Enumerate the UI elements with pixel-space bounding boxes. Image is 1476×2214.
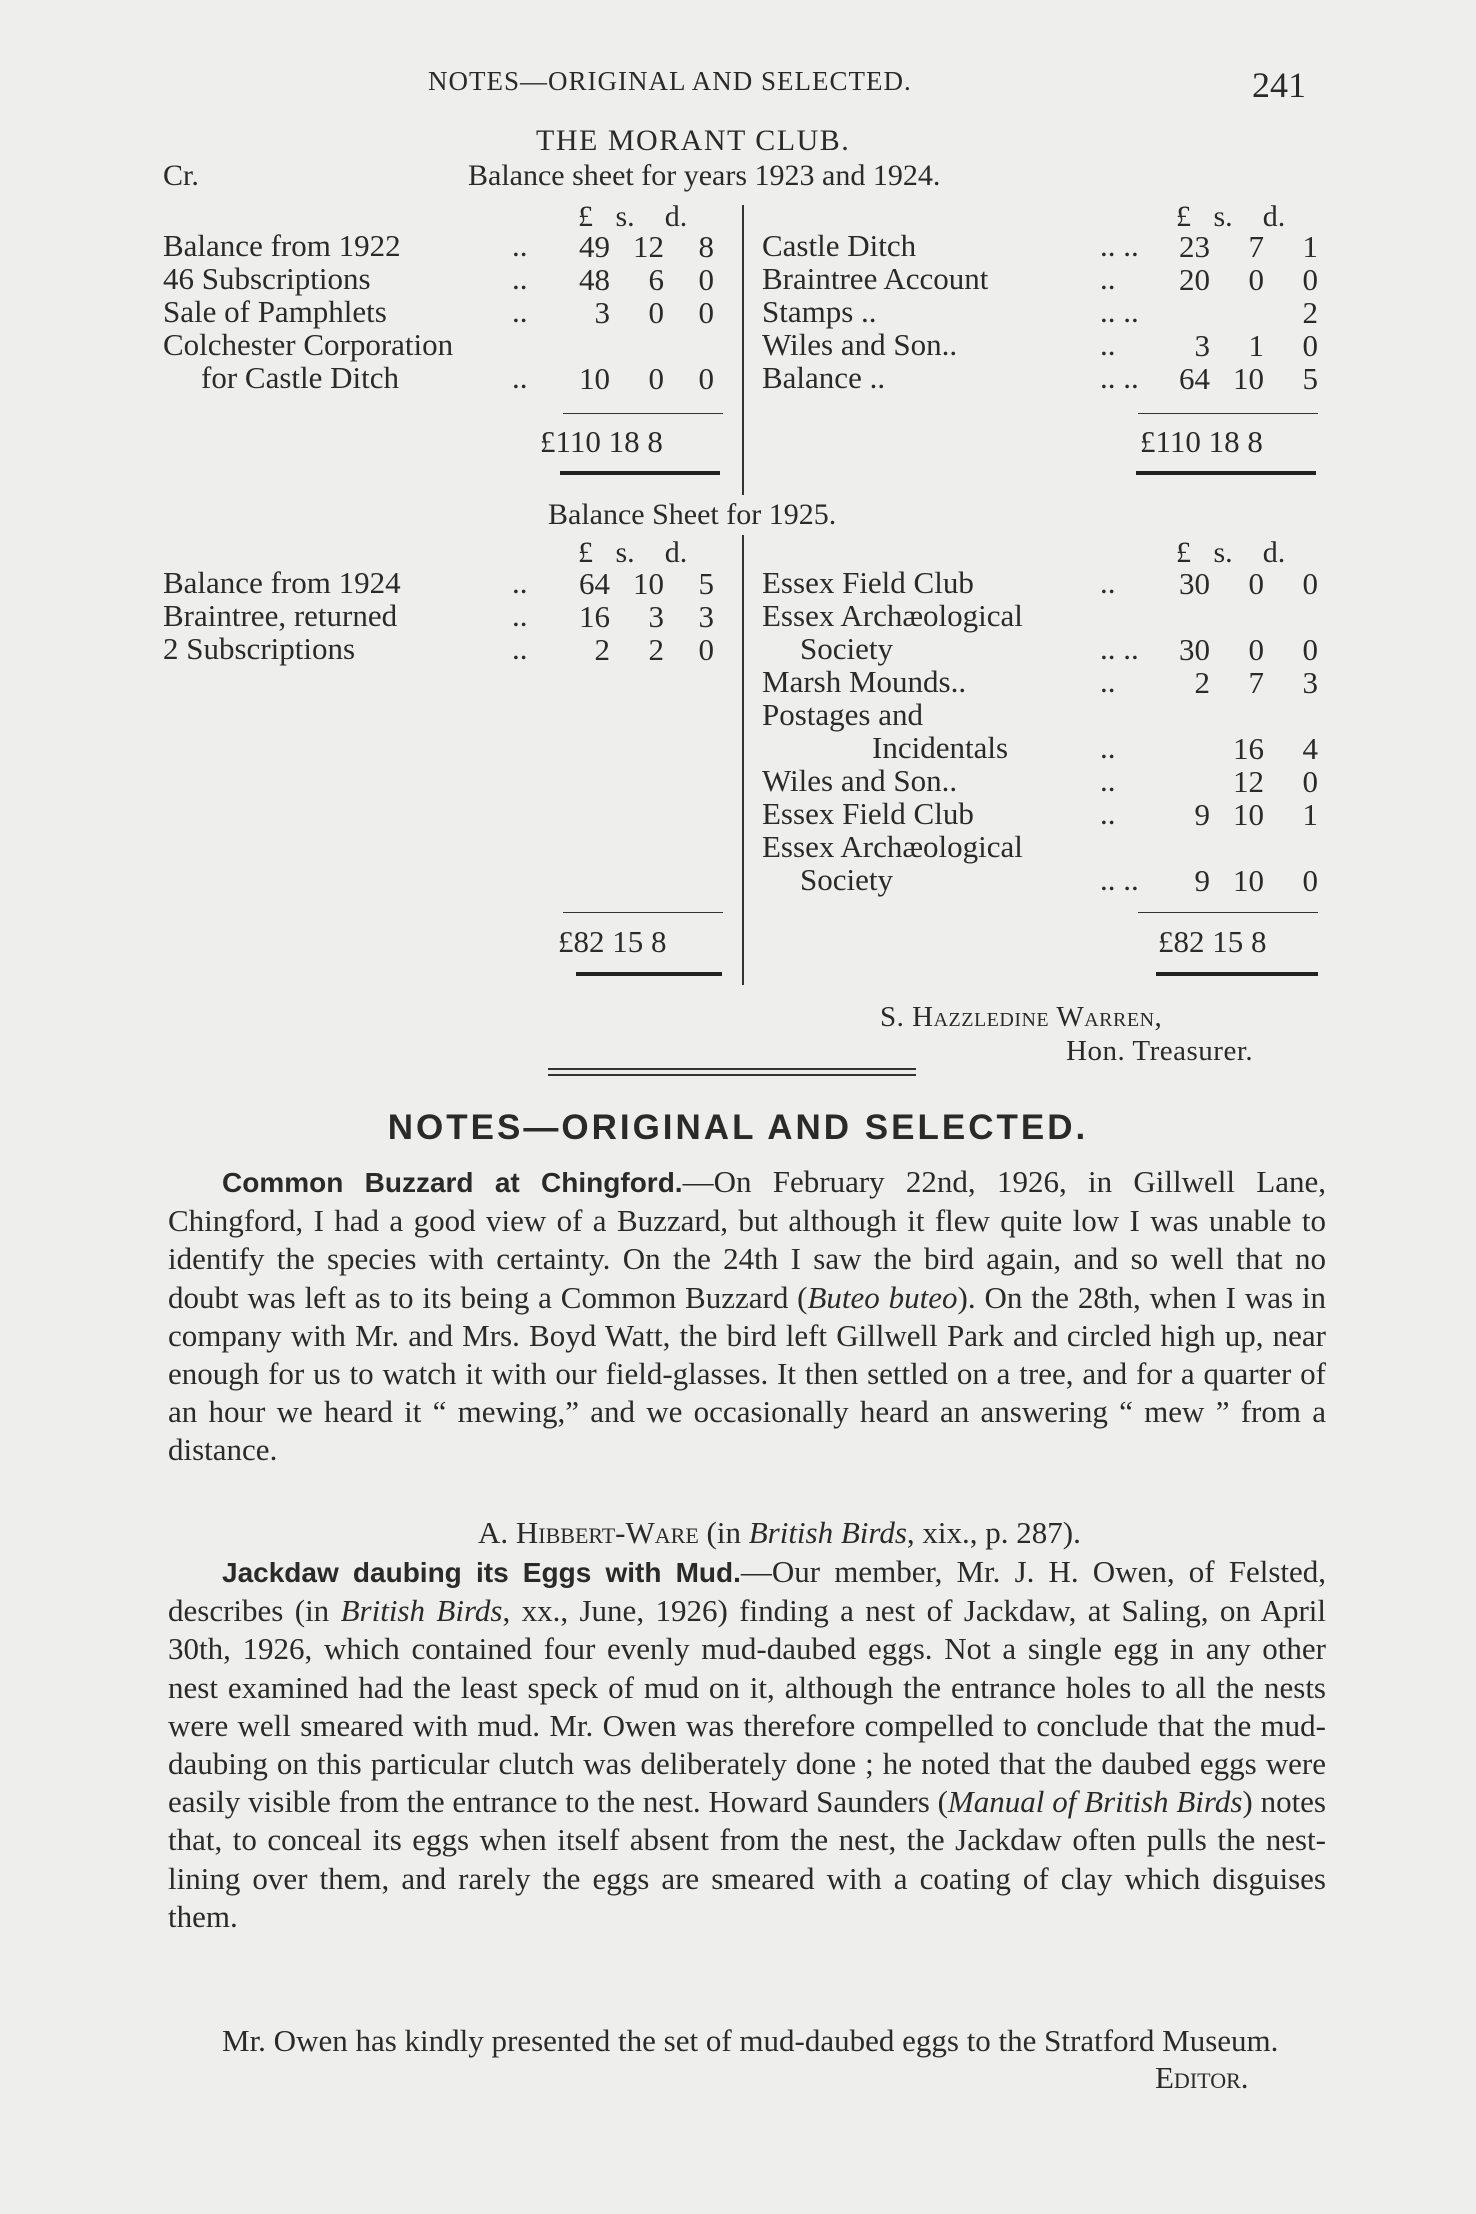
shillings-head: s. <box>615 536 635 569</box>
leader-dots: .. .. <box>1100 294 1139 329</box>
shillings-value: 12 <box>633 229 664 264</box>
pence-head: d. <box>664 200 688 233</box>
account-label: Marsh Mounds.. <box>762 664 967 699</box>
account-label: Colchester Corporation <box>163 327 454 362</box>
pence-value: 3 <box>698 599 714 634</box>
leader-dots: .. <box>512 631 528 666</box>
note-jackdaw-presentation <box>168 2022 1326 2060</box>
separator-rule <box>548 1068 916 1070</box>
note-jackdaw <box>168 1553 1326 1936</box>
leader-dots: .. <box>512 360 528 395</box>
shillings-head: s. <box>615 200 635 233</box>
leader-dots: .. <box>512 598 528 633</box>
account-label: Balance from 1922 <box>163 228 401 263</box>
pence-value: 0 <box>1302 566 1318 601</box>
pounds-value: 3 <box>594 295 610 330</box>
total-rule-right <box>1138 413 1318 414</box>
shillings-value: 6 <box>648 262 664 297</box>
leader-dots: .. <box>1100 763 1116 798</box>
leader-dots: .. <box>512 261 528 296</box>
leader-dots: .. <box>1100 565 1116 600</box>
note-text: —On February 22nd, 1926, in Gillwell Lane, Chingford, I had a good view of a Buzzard, but although it flew quite low I was unable to identify the species with certainty. On the 24th I saw the bird again, and so well that no doubt was left as to its being a Common Buzzard ( <box>168 1164 1326 1315</box>
account-label: Wiles and Son.. <box>762 327 958 362</box>
total-left-1925: £82 15 8 <box>558 924 667 959</box>
total-double-rule-right-1925 <box>1156 972 1318 976</box>
lsd-header-left-1925 <box>578 536 687 570</box>
pound-sign: £ <box>1176 536 1191 569</box>
total-rule-left <box>563 413 723 414</box>
lsd-header-right-1925 <box>1176 536 1285 570</box>
account-label: Essex Field Club <box>762 796 974 831</box>
shillings-value: 7 <box>1248 229 1264 264</box>
pence-value: 5 <box>1302 361 1318 396</box>
pounds-value: 48 <box>579 262 610 297</box>
shillings-value: 2 <box>648 632 664 667</box>
account-label: Postages and <box>762 697 924 732</box>
leader-dots: .. .. <box>1100 631 1139 666</box>
total-rule-right-1925 <box>1138 912 1318 913</box>
page-number: 241 <box>1252 65 1306 105</box>
account-label: Society <box>800 862 893 897</box>
leader-dots: .. .. <box>1100 228 1139 263</box>
shillings-value: 0 <box>1248 566 1264 601</box>
pence-value: 0 <box>1302 328 1318 363</box>
sheet-subtitle-1925: Balance Sheet for 1925. <box>548 498 837 531</box>
shillings-value: 10 <box>1233 797 1264 832</box>
pence-value: 5 <box>698 566 714 601</box>
pounds-value: 64 <box>1179 361 1210 396</box>
credit-marker: Cr. <box>163 159 199 192</box>
pence-head: d. <box>1262 200 1286 233</box>
pence-value: 1 <box>1302 229 1318 264</box>
account-label: Wiles and Son.. <box>762 763 958 798</box>
pounds-value: 9 <box>1194 863 1210 898</box>
account-label: Essex Field Club <box>762 565 974 600</box>
pounds-value: 9 <box>1194 797 1210 832</box>
account-label: for Castle Ditch <box>201 360 400 395</box>
leader-dots: .. <box>512 228 528 263</box>
pence-value: 1 <box>1302 797 1318 832</box>
editor-credit: Editor. <box>1155 2060 1249 2095</box>
column-divider-1925 <box>742 535 744 985</box>
shillings-head: s. <box>1213 536 1233 569</box>
shillings-value: 3 <box>648 599 664 634</box>
leader-dots: .. .. <box>1100 862 1139 897</box>
leader-dots: .. <box>1100 261 1116 296</box>
pence-value: 0 <box>698 262 714 297</box>
pounds-value: 10 <box>579 361 610 396</box>
shillings-value: 0 <box>1248 632 1264 667</box>
shillings-value: 10 <box>633 566 664 601</box>
shillings-value: 16 <box>1233 731 1264 766</box>
shillings-head: s. <box>1213 200 1233 233</box>
shillings-value: 1 <box>1248 328 1264 363</box>
account-label: Braintree Account <box>762 261 989 296</box>
book-title: Manual of British Birds <box>947 1784 1243 1820</box>
pounds-value: 64 <box>579 566 610 601</box>
pence-value: 0 <box>1302 764 1318 799</box>
shillings-value: 0 <box>648 361 664 396</box>
leader-dots: .. .. <box>1100 360 1139 395</box>
pence-value: 0 <box>698 295 714 330</box>
pounds-value: 2 <box>594 632 610 667</box>
shillings-value: 10 <box>1233 863 1264 898</box>
pence-value: 0 <box>698 632 714 667</box>
pound-sign: £ <box>578 536 593 569</box>
total-double-rule-left <box>560 471 720 475</box>
buzzard-credit <box>478 1515 1081 1551</box>
account-label: Incidentals <box>872 730 1009 765</box>
shillings-value: 12 <box>1233 764 1264 799</box>
latin-name: Buteo buteo <box>807 1279 958 1315</box>
account-label: Stamps .. <box>762 294 877 329</box>
pence-value: 2 <box>1302 295 1318 330</box>
shillings-value: 0 <box>648 295 664 330</box>
pounds-value: 3 <box>1194 328 1210 363</box>
shillings-value: 0 <box>1248 262 1264 297</box>
shillings-value: 7 <box>1248 665 1264 700</box>
note-text: , xx., June, 1926) finding a nest of Jackdaw, at Saling, on April 30th, 1926, which contained four evenly mud-daubed eggs. Not a single egg in any other nest examined had the least speck of mud on it, although the entrance holes to all the nests were well smeared with mud. Mr. Owen was therefore compelled to conclude that the mud-daubing on this particular clutch was deliberately done ; he noted that the daubed eggs were easily visible from the entrance to the nest. Howard Saunders ( <box>168 1593 1327 1820</box>
total-double-rule-right <box>1136 471 1316 475</box>
pence-value: 0 <box>1302 262 1318 297</box>
pence-head: d. <box>1262 536 1286 569</box>
club-title: THE MORANT CLUB. <box>536 124 851 157</box>
pence-value: 0 <box>1302 863 1318 898</box>
account-label: Essex Archæological <box>762 829 1023 864</box>
separator-rule <box>548 1074 916 1076</box>
account-label: Sale of Pamphlets <box>163 294 387 329</box>
pound-sign: £ <box>1176 200 1191 233</box>
pounds-value: 30 <box>1179 566 1210 601</box>
treasurer-role: Hon. Treasurer. <box>1066 1035 1254 1067</box>
sheet-subtitle-1923-1924: Balance sheet for years 1923 and 1924. <box>468 159 941 192</box>
treasurer-name: S. Hazzledine Warren, <box>880 1001 1163 1033</box>
credit-journal: British Birds <box>748 1515 907 1550</box>
note-text: Mr. Owen has kindly presented the set of mud-daubed eggs to the Stratford Museum. <box>222 2023 1279 2058</box>
total-rule-left-1925 <box>563 912 723 913</box>
account-label: Society <box>800 631 893 666</box>
pounds-value: 23 <box>1179 229 1210 264</box>
account-label: 2 Subscriptions <box>163 631 356 666</box>
account-label: 46 Subscriptions <box>163 261 371 296</box>
pounds-value: 30 <box>1179 632 1210 667</box>
leader-dots: .. <box>512 294 528 329</box>
shillings-value: 10 <box>1233 361 1264 396</box>
account-label: Essex Archæological <box>762 598 1023 633</box>
pounds-value: 20 <box>1179 262 1210 297</box>
account-label: Balance from 1924 <box>163 565 401 600</box>
pound-sign: £ <box>578 200 593 233</box>
credit-text: , xix., p. 287). <box>906 1515 1081 1550</box>
pounds-value: 16 <box>579 599 610 634</box>
note-text: ) notes that, to conceal its eggs when itself absent from the nest, the Jackdaw often pulls the nest-lining over them, and rarely the eggs are smeared with a coating of clay which disguises them. <box>168 1784 1326 1934</box>
journal-title: British Birds <box>340 1593 503 1629</box>
account-label: Braintree, returned <box>163 598 398 633</box>
pounds-value: 49 <box>579 229 610 264</box>
pounds-value: 2 <box>1194 665 1210 700</box>
column-divider <box>742 205 744 495</box>
pence-value: 0 <box>698 361 714 396</box>
account-label: Balance .. <box>762 360 886 395</box>
total-right: £110 18 8 <box>1140 424 1263 459</box>
running-title: NOTES—ORIGINAL AND SELECTED. <box>428 66 912 96</box>
note-common-buzzard <box>168 1163 1326 1470</box>
pence-value: 0 <box>1302 632 1318 667</box>
account-label: Castle Ditch <box>762 228 917 263</box>
leader-dots: .. <box>1100 327 1116 362</box>
notes-heading: NOTES—ORIGINAL AND SELECTED. <box>387 1108 1089 1147</box>
note-title: Jackdaw daubing its Eggs with Mud. <box>222 1557 741 1588</box>
credit-text: (in <box>698 1515 749 1550</box>
pence-head: d. <box>664 536 688 569</box>
total-double-rule-left-1925 <box>576 972 722 976</box>
pence-value: 4 <box>1302 731 1318 766</box>
leader-dots: .. <box>512 565 528 600</box>
pence-value: 8 <box>698 229 714 264</box>
note-text: ). On the 28th, when I was in company with Mr. and Mrs. Boyd Watt, the bird left Gillwell Park and circled high up, near enough for us to watch it with our field-glasses. It then settled on a tree, and for a quarter of an hour we heard it “ mewing,” and we occasionally heard an answering “ mew ” from a distance. <box>168 1279 1326 1468</box>
leader-dots: .. <box>1100 730 1116 765</box>
note-text: —Our member, Mr. J. H. Owen, of Felsted, describes (in <box>168 1554 1327 1629</box>
leader-dots: .. <box>1100 796 1116 831</box>
pence-value: 3 <box>1302 665 1318 700</box>
total-left: £110 18 8 <box>540 424 663 459</box>
note-title: Common Buzzard at Chingford. <box>222 1167 683 1198</box>
leader-dots: .. <box>1100 664 1116 699</box>
credit-author: A. Hibbert-Ware <box>478 1515 699 1550</box>
total-right-1925: £82 15 8 <box>1158 924 1267 959</box>
